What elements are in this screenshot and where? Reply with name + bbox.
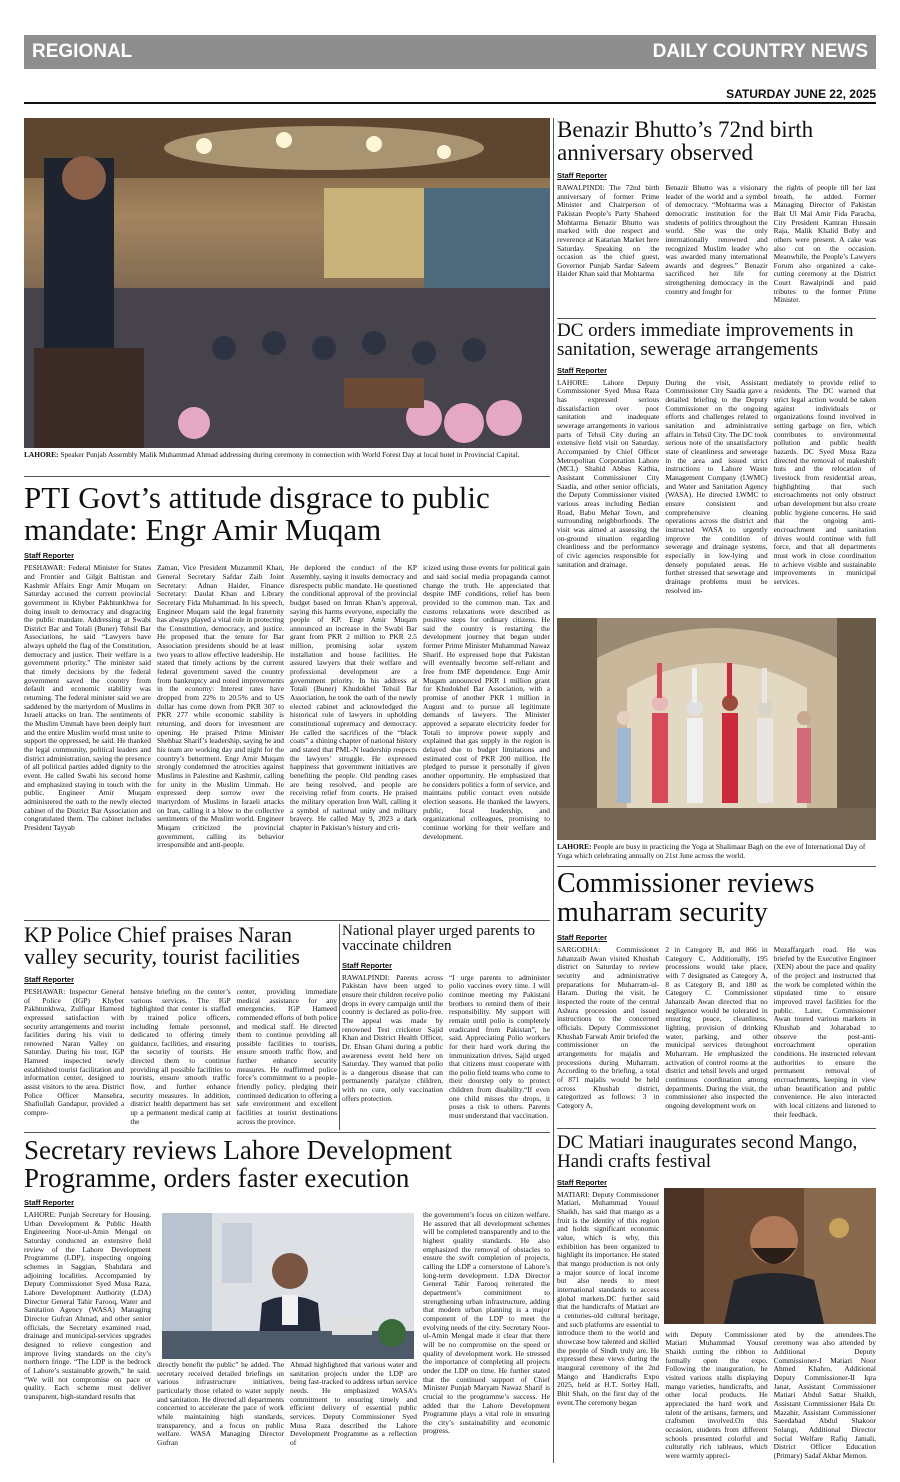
article-column: the government’s focus on citizen welfare. He assured that all development schemes will be completed transparently and to the highest quality standards. He also emphasized the removal of obstacles to ensure the swift completion of projects, calling the LDP a cornerstone of Lahore’s long-term development. LDA Director General Tahir Farooq reiterated the department’s commitment to strengthening urban infrastructure, adding that modern urban planning is a major component of the LDP to meet the evolving needs of the city. Secretary Noor-ul-Amin Mengal made it clear that there will be no compromise on the speed or quality of development work. He stressed the importance of completing all projects under the LDP on time. He further stated that the continued support of Chief Minister Punjab Maryam Nawaz Sharif is crucial to the programme’s success. He added that the Lahore Development Programme plays a vital role in ensuring the city’s sustainability and economic progress. [423, 1211, 550, 1436]
headline: Commissioner reviews muharram security [557, 870, 815, 928]
article-column: Benazir Bhutto was a visionary leader of the world and a symbol of democracy. “Mohtarma was a democratic institution for the students of politics throughout the world. She was the only internationally renowned and recognized Muslim leader who was awarded many international awards and degrees.” Benazir sacrificed her life for strengthening democracy in the country and fought for [665, 183, 768, 296]
article-column: PESHAWAR: Inspector General of Police (IGP) Khyber Pakhtunkhwa, Zulfiqar Hameed expressed satisfaction with security arrangements and tourist facilities during his visit to renowned Naran Valley on Saturday. During his tour, IGP Hameed inspected newly established tourist facilitation and information center, designed to assist visitors to the area. District Police Officer Mansehra, Shafiullah Gandapur, provided a compre- [24, 987, 125, 1118]
article-column: He deplored the conduct of the KP Assembly, saying it insults democracy and disrespects public mandate. He questioned the conditional approval of the provincial budget based on Imran Khan’s approval, saying this harms everyone, especially the people of KP. Engr Amir Muqam announced an increase in the Swabi Bar grant from PKR 2 million to PKR 2.5 million, promising solar system installation and house facilities. He assured lawyers that their welfare and professional development are a government priority. In his address at Totali (Buner) Khudokhel Tehsil Bar Association, he took the oath of the newly elected cabinet and acknowledged the historical role of lawyers in upholding constitutional supremacy and democracy. He called the sacrifices of the “black coats” a shining chapter of national history and stated that PML-N leadership respects the lawyers’ struggle. He expressed happiness that government initiatives are benefiting the people. Old pending cases are being resolved, and people are receiving relief from courts. He praised the military operation Iron Wall, calling it a symbol of national unity and military bravery. He called May 9, 2023 a dark chapter in Pakistan’s history and crit- [290, 564, 417, 832]
article-column: ated by the attendees.The ceremony was also attended by Additional Deputy Commissioner-I Matiari Noor Ahmed Khahro, Additional Deputy Commissioner-II Iqra Janat, Assistant Commissioner Matiari Abdul Sattar Shaikh, Assistant Commissioner Hala Dr. Mazahir, Assistant Commissioner Saeedabad Abdul Shakoor Solangi, Additional Director Social Welfare Rafiq Jamali, District Officer Education (Primary) Sadaf Akbar Memon. [773, 1329, 876, 1460]
photo-caption-yoga [557, 843, 876, 861]
byline: Staff Reporter [557, 933, 608, 943]
article-column: hensive briefing on the center’s various services. The IGP highlighted that center is staffed by trained police officers, including female personnel, dedicated to offering timely guidance, facilities, and ensuring the security of tourists. He directed them to continue providing all possible facilities to tourists, ensure smooth traffic flow, and further enhance security measures. In addition, district health department has set up a permanent medical camp at the [130, 987, 231, 1126]
article-column: RAWALPINDI: The 72nd birth anniversary of former Prime Minister and Chairperson of Pakistan People’s Party Shaheed Mohtarma Benazir Bhutto was marked with due respect and reverence at Katarian Market here Saturday. Speaking on the occasion as the chief guest, Governor Punjab Sardar Saleem Haider Khan said that Mohtarma [557, 183, 660, 279]
headline: Benazir Bhutto’s 72nd birth anniversary observed [557, 118, 814, 166]
byline: Staff Reporter [557, 365, 608, 375]
article-column: During the visit, Assistant Commissioner City Saadia gave a detailed briefing to the Deputy Commissioner on the ongoing efforts and challenges related to sanitation and administrative affairs in Tehsil City. The DC took serious note of the unsatisfactory state of cleanliness and sewerage in the area and issued strict instructions to Lahore Waste Management Company (LWMC) and Water and Sanitation Agency (WASA). He directed LWMC to ensure consistent and comprehensive cleaning operations across the district and instructed WASA to urgently improve the condition of sewerage and drainage systems, especially in low-lying and densely populated areas. He further stressed that sewerage and drainage problems must be resolved im- [665, 378, 768, 595]
article-column: LAHORE: Punjab Secretary for Housing, Urban Development & Public Health Engineering Noor-ul-Amin Mengal on Saturday conducted an extensive field review of the Lahore Development Programme (LDP), inspecting ongoing schemes in Saggian, Shahdara and adjoining localities. Accompanied by Deputy Commissioner Syed Musa Raza, Lahore Development Authority (LDA) Director General Tahir Farooq, Water and Sanitation Agency (WASA) Managing Director Gufran Ahmad, and other senior officials, the Secretary examined road, drainage and municipal-services upgrades designed to relieve congestion and improve living standards on the city’s northern fringe. “The LDP is the bedrock of Lahore’s sustainable growth,” he said. “We will not compromise on pace or quality. Each scheme must deliver transparent, high-standard results that [24, 1211, 151, 1401]
meeting-illustration [162, 1213, 414, 1359]
column-divider [339, 924, 340, 1130]
byline: Staff Reporter [557, 1177, 608, 1187]
article-column: directly benefit the public” he added. The secretary received detailed briefings on various infrastructure initiatives, particularly those related to water supply and sanitation. He directed all departments concerned to accelerate the pace of work while maintaining high standards, transparency, and a focus on public welfare. WASA Managing Director Gufran [157, 1360, 284, 1447]
article-column: LAHORE: Lahore Deputy Commissioner Syed Musa Raza has expressed serious dissatisfaction over poor sanitation and inadequate sewerage arrangements in various parts of Tehsil City during an extensive field visit on Saturday. Accompanied by Chief Officer Metropolitan Corporation Lahore (MCL) Shahid Abbas Kathia, Assistant Commissioner City Saadia, and other senior officials, the Deputy Commissioner visited various areas including Bedian Road, Babu Mehar Town, and surrounding neighborhoods. The visit was aimed at assessing the on-ground situation regarding cleanliness and the performance of civic agencies responsible for sanitation and drainage. [557, 378, 660, 569]
article-column: “I urge parents to administer polio vaccines every time. I will continue meeting my Pakistani brothers to remind them of their responsibility. My support will remain until polio is completely eradicated from Pakistan”, he said. Appreciating Polio workers for their hard work during the immunization drives, Sajid urged that citizens must cooperate with the polio field teams who come to their doorstep only to protect children from disability.“If even one child misses the drops, it poses a risk to others. Parents must understand that vaccination. [449, 973, 550, 1121]
headline: DC orders immediate improvements in sanitation, sewerage arrangements [557, 321, 854, 361]
section-header-band [24, 35, 876, 69]
caption-dateline: LAHORE: [24, 450, 59, 459]
headline: National player urged parents to vaccinate children [342, 924, 535, 955]
byline: Staff Reporter [24, 974, 75, 984]
divider [24, 1132, 550, 1133]
byline: Staff Reporter [557, 170, 608, 180]
caption-dateline: LAHORE: [557, 842, 592, 851]
divider [557, 318, 876, 319]
divider [557, 1128, 876, 1129]
article-column: the rights of people till her last breath, he added. Former Managing Director of Pakistan Bait Ul Mal Amir Fida Paracha, City President Kamran Hussain Raja, Malik Khalid Boby and others were present. A cake was also cut on the occasion. Meanwhile, the People’s Lawyers Forum also organized a cake-cutting ceremony at the District Court Rawalpindi and paid tributes to the former Prime Minister. [773, 183, 876, 305]
article-column: MATIARI: Deputy Commissioner Matiari, Muhammad Yousuf Shaikh, has said that mango as a fruit is the identity of this region and holds significant economic value, which is why, this exhibition has been organized to highlight its importance. He stated that mango production is not only a major source of local income but also needs to meet international standards to access global markets.DC further said that the handicrafts of Matiari are a centuries-old cultural heritage, and such platforms are essential to introduce them to the world and showcase how talented and skilled the people of Sindh truly are. He expressed these views during the inaugural ceremony of the 2nd Mango and Handicrafts Expo 2025, held at H.T. Sorley Hall, Bhit Shah, on the first day of the event.The ceremony began [557, 1190, 660, 1407]
divider [557, 866, 876, 867]
column-divider [553, 118, 554, 1463]
caption-text: Speaker Punjab Assembly Malik Muhammad Ahmad addressing during ceremony in connection with World Forest Day at local hotel in Provincial Capital. [58, 450, 520, 459]
headline: KP Police Chief praises Naran valley security, tourist facilities [24, 924, 300, 970]
headline: DC Matiari inaugurates second Mango, Handi crafts festival [557, 1133, 858, 1173]
article-dc-sanitation [557, 321, 876, 611]
portrait-illustration [664, 1188, 876, 1324]
article-column: mediately to provide relief to residents. The DC warned that strict legal action would be taken against individuals or organizations found involved in setting garbage on fire, which contributes to environmental pollution and public health hazards. DC Syed Musa Raza directed the removal of makeshift huts and the relocation of livestock from residential areas, highlighting that such encroachments not only obstruct urban development but also create public hygiene concerns. He said that the ongoing anti-encroachment and sanitation drives would continue with full force, and that all departments must work in close coordination to achieve visible and sustainable improvements in municipal services. [773, 378, 876, 586]
photo-caption-speaker [24, 451, 550, 460]
article-column: RAWALPINDI: Parents across Pakistan have been urged to ensure their children receive polio drops in every campaign until the country is declared as polio-free. The appeal was made by renowned Test cricketer Sajid Khan and District Health Officer, Dr. Ehsan Ghani during a public awareness event held here on Saturday. They warned that polio is a dangerous disease that can permanently paralyze children, with no cure, only vaccination offers protection. [342, 973, 443, 1103]
article-column: PESHAWAR: Federal Minister for States and Frontier and Gilgit Baltistan and Kashmir Affairs Engr Amir Muqam on Saturday accused the current provincial government in Khyber Pakhtunkhwa for doing insult to democracy and disgracing the public mandate. Addressing at Swabi District Bar and Totali (Buner) Tehsil Bar Associations, he said “Lawyers have always upheld the flag of the Constitution, democracy and justice. Their welfare is a government priority.” The minister said that timely decisions by the federal government saved the country from default and economic stability was returning. The federal minister said we are saddened by the martyrdom of Muslims in Israeli attacks on Iran. The sentiments of the Muslim Ummah have been deeply hurt and the entire Muslim world must unite to support the oppressed, he said. He thanked the legal community, political leaders and district administration, saying the presence of all political parties added dignity to the event. He called Swabi his second home and emphasized staying in touch with the public. Engineer Amir Muqam administered the oath to the newly elected cabinet of the District Bar Association and congratulated them. The cabinet includes President Tayyab [24, 564, 151, 832]
issue-date: SATURDAY JUNE 22, 2025 [726, 87, 876, 101]
headline: Secretary reviews Lahore Development Programme, orders faster execution [24, 1137, 453, 1193]
byline: Staff Reporter [24, 1198, 75, 1208]
article-column: SARGODHA: Commissioner Jahanzaib Awan visited Khushab district on Saturday to review security and administrative preparations for Muharram-ul-Haram. During the visit, he inspected the route of the central Ashura procession and issued instructions to the concerned officials. Deputy Commissioner Khushab Farwah Amir briefed the commissioner on the arrangements for majalis and processions during Muharram. According to the briefing, a total of 871 majalis would be held across Khushab district, categorized as follows: 3 in Category A, [557, 946, 660, 1110]
article-column: Muzaffargarh road. He was briefed by the Executive Engineer (XEN) about the pace and quality of the project and instructed that the work be completed within the stipulated time to ensure improved travel facilities for the public. Later, Commissioner Awan toured various markets in Khushab and Joharabad to observe the post-anti-encroachment operation conditions. He instructed relevant authorities to ensure the permanent removal of encroachments, keeping in view urban beautification and public convenience. He also interacted with local citizens and listened to their feedback. [773, 946, 876, 1119]
article-commissioner-muharram [557, 870, 876, 1128]
photo-speaker-ceremony [24, 118, 550, 448]
yoga-illustration [557, 618, 876, 840]
article-column: with Deputy Commissioner Matiari Muhammad Yousuf Shaikh cutting the ribbon to formally open the expo. Following the inauguration, he visited various stalls displaying mango varieties, handicrafts, and other local products. He appreciated the hard work and talent of the artisans, farmers, and craftsmen involved.On this occasion, students from different schools presented colorful and culturally rich tableaus, which were warmly appreci- [665, 1329, 768, 1460]
section-name: REGIONAL [32, 41, 133, 62]
byline: Staff Reporter [24, 551, 75, 561]
article-column: center, providing immediate medical assistance for any emergencies. IGP Hameed commended efforts of both police and medical staff. He directed them to continue providing all possible facilities to tourists, ensure smooth traffic flow, and further enhance security measures. He reaffirmed police force’s commitment to a people-friendly policy, pledging their continued dedication to offering a safe environment and excellent facilities at tourist destinations across the province. [236, 987, 337, 1126]
article-polio [342, 924, 550, 1130]
divider [24, 920, 550, 921]
headline: PTI Govt’s attitude disgrace to public mandate: Engr Amir Muqam [24, 482, 490, 547]
article-benazir [557, 118, 876, 318]
ceremony-illustration [24, 118, 550, 448]
article-pti-muqam [24, 482, 550, 918]
photo-yoga [557, 618, 876, 840]
article-column: Ahmad highlighted that various water and sanitation projects under the LDP are being fast-tracked to address urban service needs. He emphasized WASA’s commitment to ensuring timely and efficient delivery of essential public services. Deputy Commissioner Syed Musa Raza described the Lahore Development Programme as a reflection of [290, 1360, 417, 1447]
top-rule [24, 102, 876, 104]
article-column: Zaman, Vice President Muzammil Khan, General Secretary Safdar Zaib Joint Secretary: Adnan Haider, Finance Secretary: Daulat Khan and Library Secretary Fida Muhammad. In his speech, Engineer Muqam said the legal fraternity has always played a vital role in protecting the Constitution, democracy, and justice. He proposed that the tenure for Bar Association presidents should be at least two years to allow effective leadership. He stated that timely actions by the current federal government saved the country from bankruptcy and noted improvements in the economy: Interest rates have dropped from 22% to 20.5% and to US dollar has come down from PKR 307 to PKR 277 while economic stability is returning, and doors for investment are opening. He praised Prime Minister Shehbaz Sharif’s leadership, saying he and his team are working day and night for the country’s betterment. Engr Amir Muqam strongly condemned the atrocities against Muslims in Palestine and Kashmir, calling for unity in the Muslim Ummah. He expressed deep sorrow over the martyrdom of Muslims in Israeli attacks on Iran, calling it a blow to the collective sentiments of the Muslim world. Engineer Muqam criticized the provincial government, calling its behavior irresponsible and anti-people. [157, 564, 284, 850]
divider [24, 476, 550, 477]
article-kp-police [24, 924, 337, 1130]
photo-secretary-meeting [162, 1213, 414, 1359]
caption-text: People are busy in practicing the Yoga at Shalimaar Bagh on the eve of International Day of Yoga which celebrating annually on 21st June across the world. [557, 842, 866, 860]
article-column: 2 in Category B, and 866 in Category C. Additionally, 195 processions would take place, with 7 designated as Category A, 8 as Category B, and 180 as Category C. Commissioner Jahanzaib Awan directed that no negligence would be tolerated in ensuring peace, cleanliness, lighting, provision of drinking water, parking, and other municipal services throughout Muharram. He emphasized the activation of control rooms at the district and tehsil levels and urged continuous coordination among departments. During the visit, the commissioner also inspected the ongoing development work on [665, 946, 768, 1110]
photo-dc-matiari [664, 1188, 876, 1324]
article-column: icized using those events for political gain and said social media propaganda cannot change the truth. He appreciated that despite IMF conditions, relief has been provided to the common man. Tax and customs relaxations were described as positive steps for ordinary citizens. He said the country is restarting the development journey that began under former Prime Minister Muhammad Nawaz Sharif. He expressed hope that Pakistan will eventually become self-reliant and free from IMF dependence. Engr Amir Muqam announced PKR 1 million grant for Khudokhel Bar Association, with a promise of another PKR 1 million in August and to pursue all legitimate demands of lawyers. The Minister approved a separate electricity feeder for Totali to improve power supply and explained that gas supply in the region is delayed due to budget limitations and estimated cost of PKR 200 million. He pledged to pursue it personally if given another opportunity. He emphasized that he considers politics a form of service, and maintains public contact even outside election seasons. He thanked the lawyers, public, local leadership, and organizational colleagues, promising to continue working for their welfare and development. [423, 564, 550, 841]
byline: Staff Reporter [342, 960, 393, 970]
newspaper-name: DAILY COUNTRY NEWS [652, 41, 868, 62]
